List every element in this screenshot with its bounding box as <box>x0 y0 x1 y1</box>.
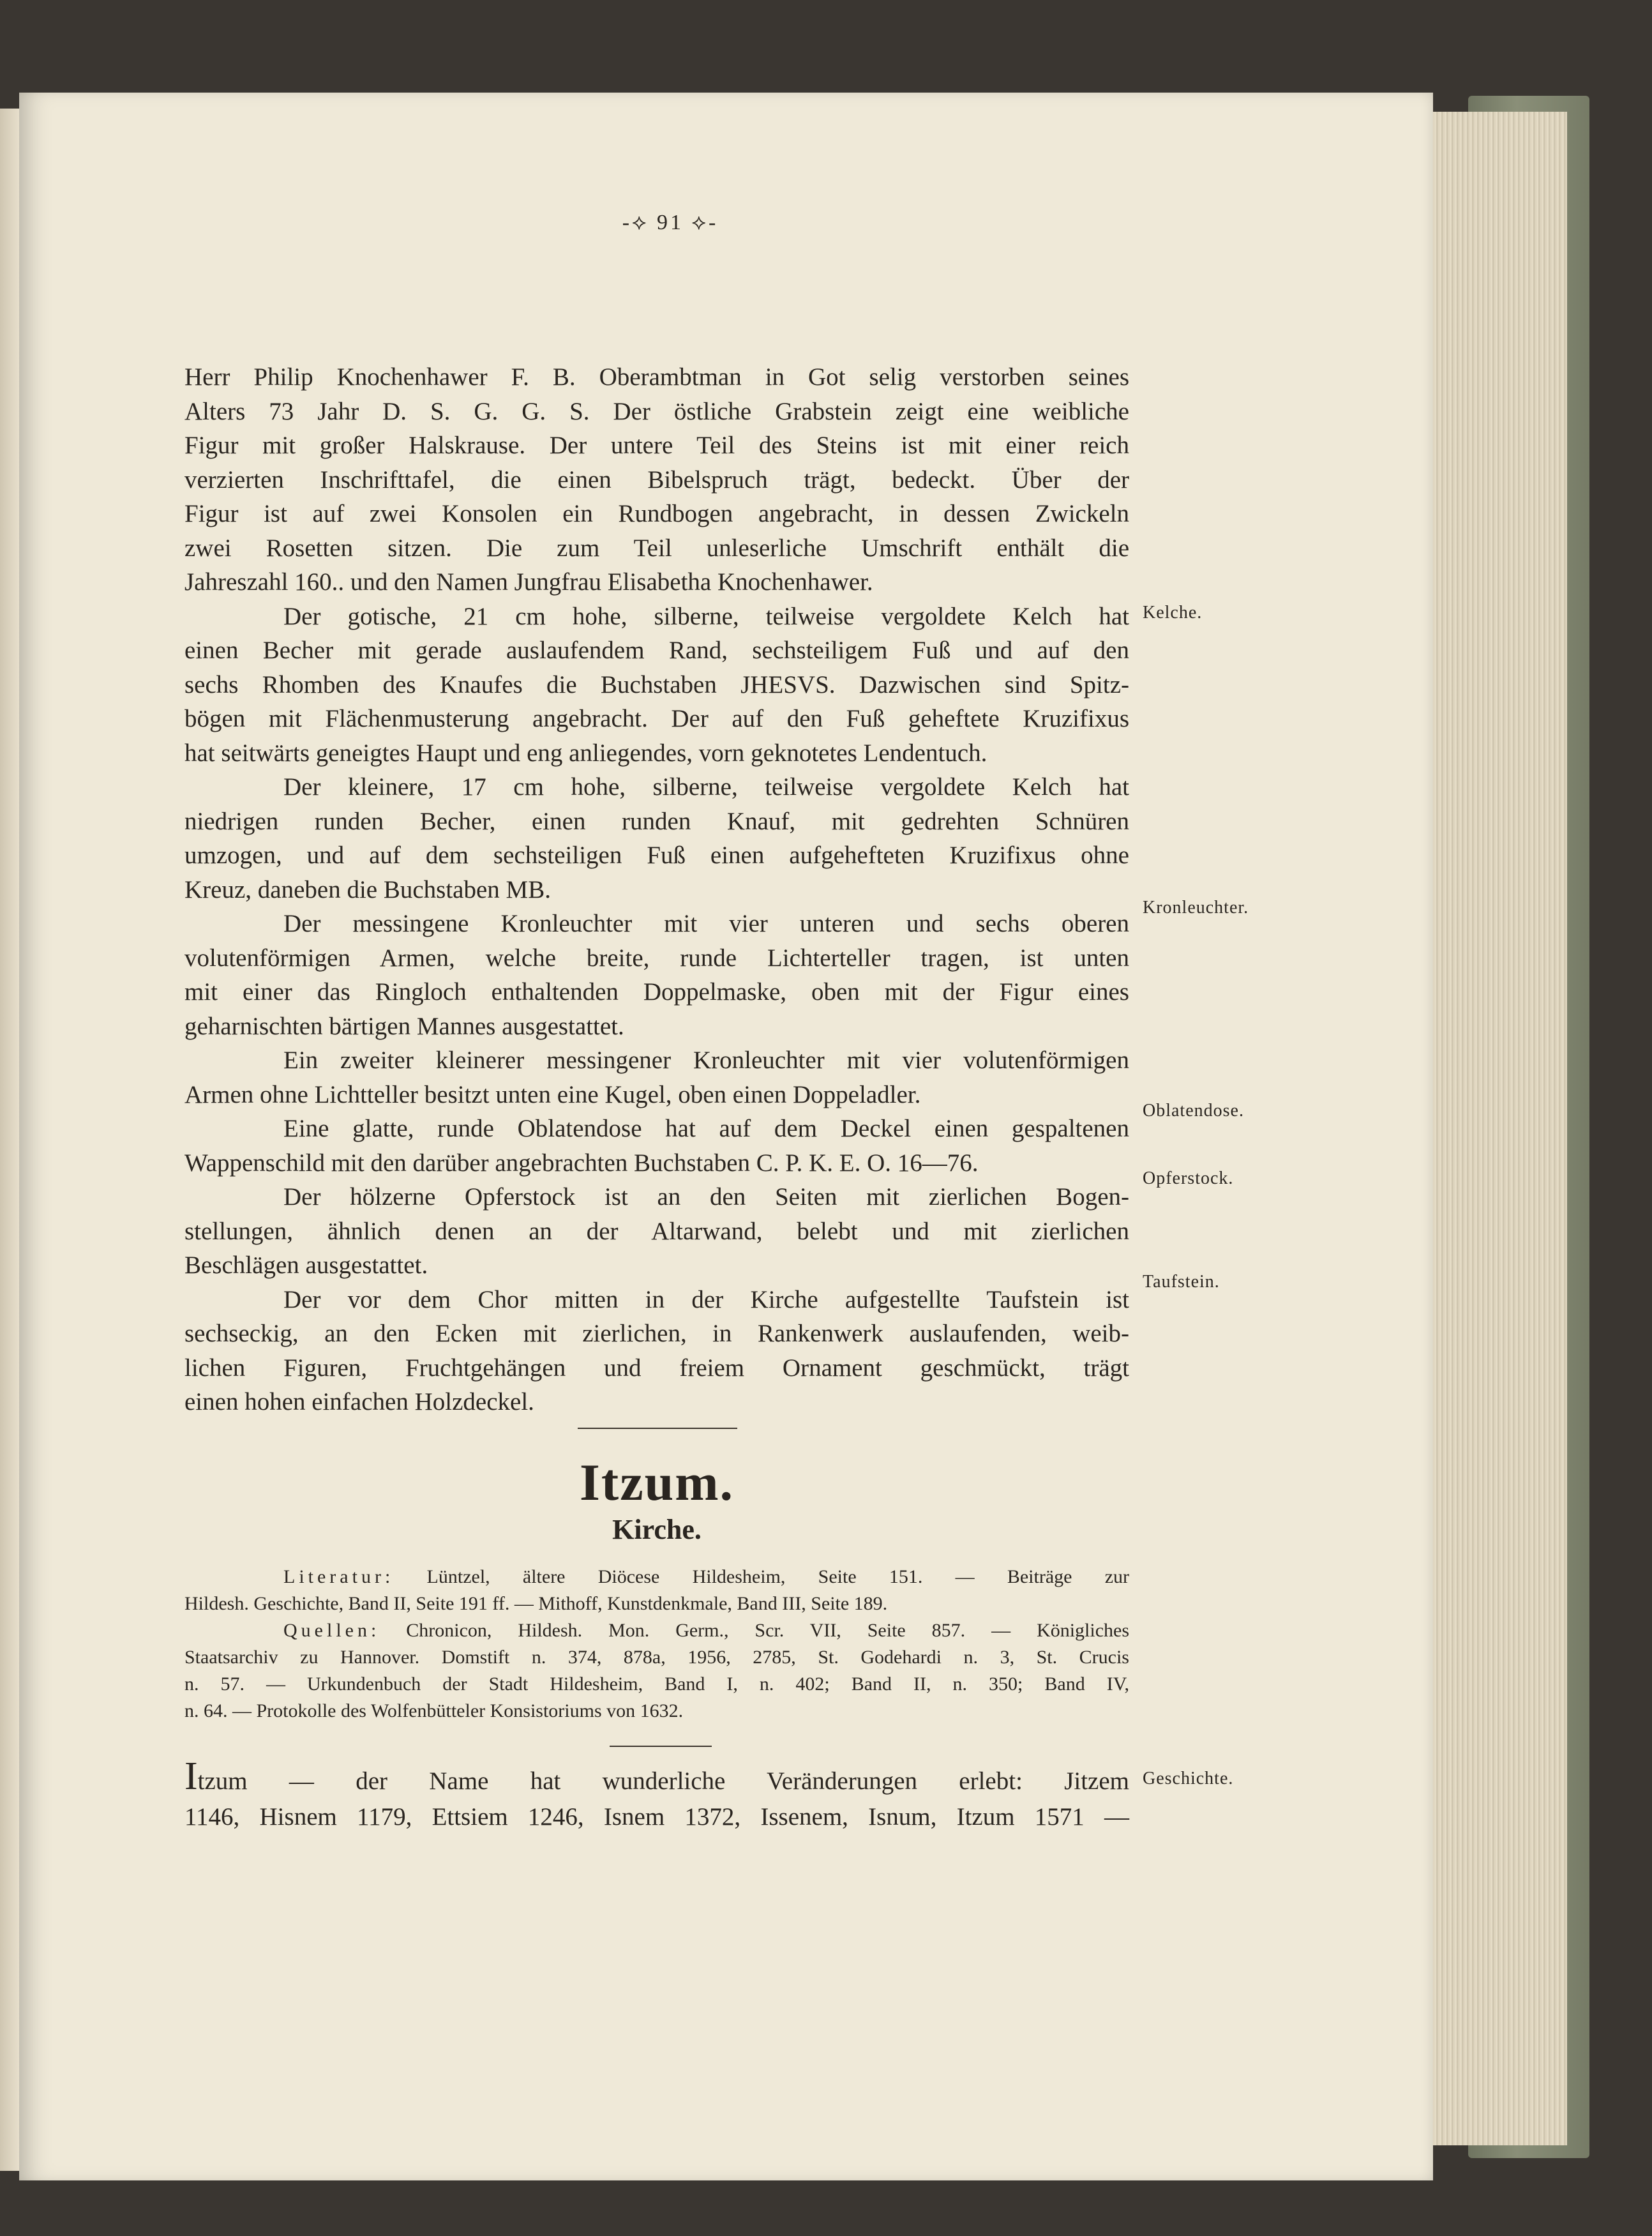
sources-divider <box>610 1746 712 1747</box>
text-line: Der vor dem Chor mitten in der Kirche aufgestellte Taufstein ist <box>283 1285 1129 1313</box>
history-line-1 <box>184 1755 1129 1799</box>
literature-line <box>184 1564 1129 1590</box>
margin-note-oblatendose: Oblatendose. <box>1143 1101 1244 1121</box>
text-line: hat seitwärts geneigtes Haupt und eng anliegendes, vorn geknotetes Lendentuch. <box>184 739 987 767</box>
literatur-label: Literatur: <box>283 1566 394 1587</box>
text-line: niedrigen runden Becher, einen runden Knauf, mit gedrehten Schnüren <box>184 807 1129 835</box>
margin-note-geschichte: Geschichte. <box>1143 1769 1234 1788</box>
margin-note-taufstein: Taufstein. <box>1143 1272 1220 1292</box>
margin-note-opferstock: Opferstock. <box>1143 1168 1234 1188</box>
page-number: -⟡ 91 ⟡- <box>622 211 719 234</box>
text-line: verzierten Inschrifttafel, die einen Bibelspruch trägt, bedeckt. Über der <box>184 465 1129 494</box>
text-line: Eine glatte, runde Oblatendose hat auf dem Deckel einen gespaltenen <box>283 1115 1129 1142</box>
section-divider <box>578 1428 737 1429</box>
history-line-2: 1146, Hisnem 1179, Ettsiem 1246, Isnem 1372, Issenem, Isnum, Itzum 1571 — <box>184 1803 1129 1831</box>
text-line: Figur mit großer Halskrause. Der untere Teil des Steins ist mit einer reich <box>184 432 1129 459</box>
margin-note-kelche: Kelche. <box>1143 603 1203 623</box>
text-line: Der gotische, 21 cm hohe, silberne, teilweise vergoldete Kelch hat <box>283 602 1129 630</box>
quellen-line: Staatsarchiv zu Hannover. Domstift n. 374, 878a, 1956, 2785, St. Godehardi n. 3, St. Crucis <box>184 1647 1129 1668</box>
facing-page-edge <box>0 109 19 2171</box>
section-subtitle: Kirche. <box>612 1514 702 1545</box>
page-stack-edge <box>1423 112 1567 2145</box>
quellen-line <box>184 1617 1129 1644</box>
text-line: sechs Rhomben des Knaufes die Buchstaben JHESVS. Dazwischen sind Spitz- <box>184 670 1129 699</box>
text-line: Der messingene Kronleuchter mit vier unteren und sechs oberen <box>283 910 1129 937</box>
text-line: Kreuz, daneben die Buchstaben MB. <box>184 875 551 903</box>
quellen-line: n. 57. — Urkundenbuch der Stadt Hildesheim, Band I, n. 402; Band II, n. 350; Band IV, <box>184 1673 1129 1695</box>
text-line: Beschlägen ausgestattet. <box>184 1251 428 1279</box>
text-line: volutenförmigen Armen, welche breite, runde Lichterteller tragen, ist unten <box>184 944 1129 972</box>
text-line: Alters 73 Jahr D. S. G. G. S. Der östliche Grabstein zeigt eine weibliche <box>184 397 1129 425</box>
section-title: Itzum. <box>579 1453 735 1511</box>
text-line: zwei Rosetten sitzen. Die zum Teil unleserliche Umschrift enthält die <box>184 534 1129 562</box>
history-line-1-text: tzum — der Name hat wunderliche Veränderungen erlebt: Jitzem <box>197 1767 1129 1795</box>
literature-block <box>184 1564 1129 1725</box>
text-line: sechseckig, an den Ecken mit zierlichen, in Rankenwerk auslaufenden, weib- <box>184 1320 1129 1347</box>
text-line: Armen ohne Lichtteller besitzt unten eine Kugel, oben einen Doppeladler. <box>184 1080 921 1108</box>
literature-text: Lüntzel, ältere Diöcese Hildesheim, Seite 151. — Beiträge zur <box>426 1566 1130 1587</box>
text-line: umzogen, und auf dem sechsteiligen Fuß einen aufgehefteten Kruzifixus ohne <box>184 842 1129 869</box>
quellen-text: Chronicon, Hildesh. Mon. Germ., Scr. VII, Seite 857. — Königliches <box>406 1620 1130 1641</box>
text-line: bögen mit Flächenmusterung angebracht. Der auf den Fuß geheftete Kruzifixus <box>184 705 1129 732</box>
quellen-label: Quellen: <box>283 1620 380 1641</box>
drop-cap: I <box>184 1755 198 1798</box>
quellen-line: n. 64. — Protokolle des Wolfenbütteler Konsistoriums von 1632. <box>184 1700 684 1721</box>
text-line: Herr Philip Knochenhawer F. B. Oberambtman in Got selig verstorben seines <box>184 363 1129 391</box>
text-line: einen Becher mit gerade auslaufendem Rand, sechsteiligem Fuß und auf den <box>184 637 1129 664</box>
literature-line: Hildesh. Geschichte, Band II, Seite 191 ff. — Mithoff, Kunstdenkmale, Band III, Seite 189. <box>184 1593 888 1614</box>
history-paragraph <box>184 1755 1129 1835</box>
text-line: Der kleinere, 17 cm hohe, silberne, teilweise vergoldete Kelch hat <box>283 773 1129 801</box>
text-line: einen hohen einfachen Holzdeckel. <box>184 1388 534 1416</box>
margin-note-kronleuchter: Kronleuchter. <box>1143 898 1249 918</box>
text-line: stellungen, ähnlich denen an der Altarwand, belebt und mit zierlichen <box>184 1217 1129 1245</box>
text-line: mit einer das Ringloch enthaltenden Doppelmaske, oben mit der Figur eines <box>184 978 1129 1006</box>
text-line: Jahreszahl 160.. und den Namen Jungfrau Elisabetha Knochenhawer. <box>184 568 873 596</box>
text-line: Figur ist auf zwei Konsolen ein Rundbogen angebracht, in dessen Zwickeln <box>184 500 1129 527</box>
text-line: Der hölzerne Opferstock ist an den Seiten mit zierlichen Bogen- <box>283 1183 1129 1211</box>
text-line: Ein zweiter kleinerer messingener Kronleuchter mit vier volutenförmigen <box>283 1046 1129 1074</box>
text-line: Wappenschild mit den darüber angebrachten Buchstaben C. P. K. E. O. 16—76. <box>184 1149 979 1177</box>
text-line: lichen Figuren, Fruchtgehängen und freiem Ornament geschmückt, trägt <box>184 1354 1129 1382</box>
text-line: geharnischten bärtigen Mannes ausgestattet. <box>184 1012 624 1040</box>
main-text-block <box>184 360 1129 1419</box>
